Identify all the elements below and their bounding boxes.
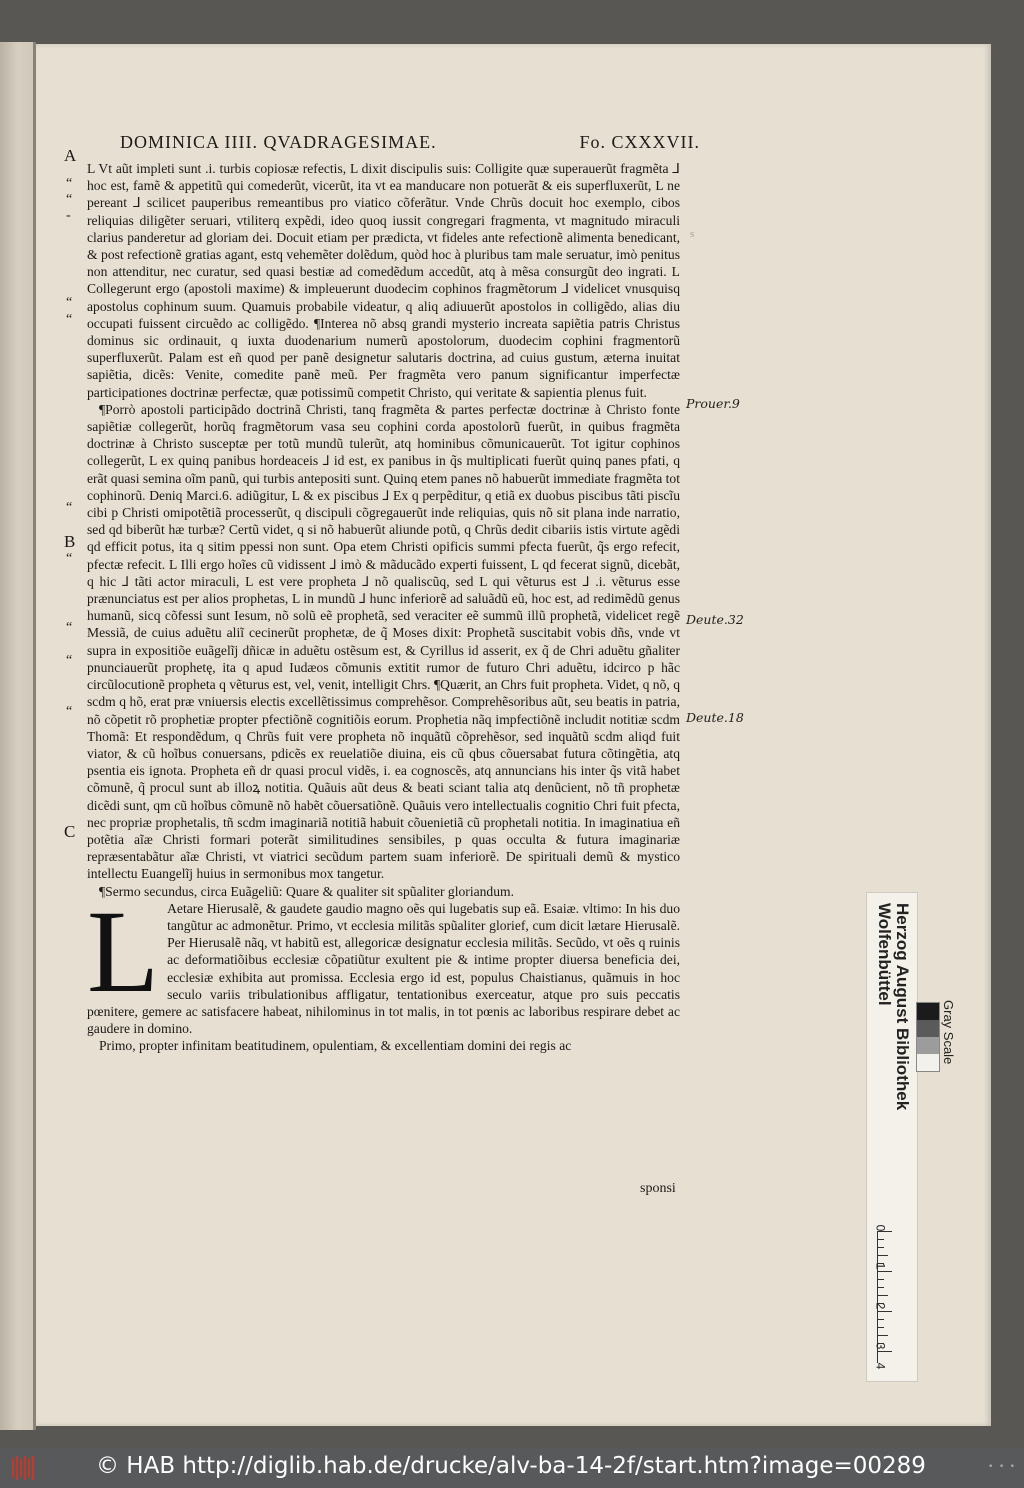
scale-bar	[873, 1224, 894, 1370]
margin-reference-proverbs: Prouer.9	[686, 396, 740, 411]
quote-mark: “	[66, 551, 73, 566]
gray-patch	[917, 1037, 939, 1054]
scale-number: 1	[873, 1262, 888, 1270]
sermon-heading: ¶Sermo secundus, circa Euãgeliũ: Quare & qualiter sit spũaliter gloriandum.	[99, 883, 514, 899]
footer-bar	[0, 1448, 1024, 1488]
quote-mark: “	[66, 500, 73, 515]
gray-patch	[917, 1003, 939, 1020]
copyright-url[interactable]: © HAB http://diglib.hab.de/drucke/alv-ba-14-2f/start.htm?image=00289	[96, 1453, 926, 1479]
section-letter-b: B	[64, 532, 76, 551]
gray-patch	[917, 1054, 939, 1071]
scale-number: 4	[873, 1362, 888, 1370]
section-letter-a: A	[64, 146, 77, 165]
paragraph: L Vt aũt impleti sunt .i. turbis copiosæ refectis, L dixit discipulis suis: Colligite quæ superauerũt fragmẽta ⅃ hoc est, famẽ & appetitũ qui comederũt, vicerũt, ita vt ea manducare non potuerãt & eis superfluxerũt, L ne pereant ⅃ scilicet pauperibus remeantibus pro viatico cõferãtur. Vnde Chrũs docuit hoc exemplo, cibos reliquias diligẽter seruari, vtiliterq expẽdi, ideo quoq iussit congregari fragmenta, vt magnitudo miraculi clarius panderetur ad gloriam dei. Docuit etiam per prædicta, vt fideles ante refectionẽ alimenta benedicant, & post refectionẽ gratias agant, estq vehemẽter dolẽdum, quòd hoc à pluribus tam male seruatur, imò penitus non attenditur, nec curatur, sed quasi bestiæ ad comedẽdum accedũt, atq à mẽsa consurgũt deo ingrati. L Collegerunt ergo (apostoli maxime) & impleuerunt duodecim cophinos fragmẽtorum ⅃ videlicet vnusquisq apostolus cophinum suum. Quamuis probabile videatur, q aliq adiuuerũt apostolos in colligẽdo, alias diu occupati fuissent circuẽdo ac colligẽdo. ¶Interea nõ absq grandi mysterio increata sapiẽtia patris Christus dominus sic ordinauit, q iuxta duodenarium numerũ apostolorum, duodecim cophini fragmentorũ superfluxerũt. Palam est eñ quod per panẽ designetur salutaris doctrina, ad cuius gustum, æterna inuitat sapiẽtia, dicẽs: Venite, comedite panẽ meũ. Per fragmẽta vero panum significantur imperfectæ participationes doctrinæ perfectæ, quæ potissimũ competit Christo, qui veritate & sapientia plenus fuit.	[87, 161, 680, 400]
quote-mark: “	[66, 192, 73, 207]
quote-mark: “	[66, 653, 73, 668]
gray-scale-label: Gray Scale	[941, 1000, 956, 1065]
folio-number: Fo. CXXXVII.	[579, 132, 700, 152]
paragraph: Primo, propter infinitam beatitudinem, opulentiam, & excellentiam domini dei regis ac	[99, 1038, 572, 1054]
scale-number: 0	[873, 1224, 888, 1232]
header-title: DOMINICA IIII. QVADRAGESIMAE.	[120, 132, 437, 152]
page-nav-dots[interactable]: • • •	[988, 1462, 1016, 1472]
scale-number: 2	[873, 1302, 888, 1310]
gray-scale-patches	[916, 1002, 940, 1072]
quote-mark: “	[66, 312, 73, 327]
margin-reference-deuteronomy-32: Deute.32	[686, 612, 744, 627]
quote-mark: “	[66, 704, 73, 719]
quote-mark: “	[66, 620, 73, 635]
quote-mark: -	[66, 208, 71, 223]
faint-marginal-mark: s	[690, 228, 695, 240]
main-text-column	[87, 160, 680, 1055]
hab-logo-icon	[10, 1454, 38, 1482]
drop-capital: L	[87, 885, 160, 1017]
paragraph-text: Aetare Hierusalẽ, & gaudete gaudio magno oẽs qui lugebatis sup eã. Esaiæ. vltimo: In his duo tangũtur ac admonẽtur. Primo, vt ecclesia militãs spũaliter glorief, cum dicit lætare Hierusalẽ. Per Hierusalẽ nãq, vt habitũ est, allegoricæ designatur ecclesia militãs. Secũdo, vt oẽs q ruinis ac deformatiõibus ecclesiæ cõpatiũtur exultent pie & intime propter diuersa beneficia dei, ecclesiæ exhibita aut promissa. Ecclesia ergo id est, populus Chaistianus, quãmuis in hoc seculo variis tribulationibus affligatur, tentationibus exerceatur, atque pro suis peccatis pœnitere, gemere ac satisfacere habeat, nihilominus in tot malis, in tot pœnis ac laboribus respirare debet ac gaudere in domino.	[87, 900, 680, 1037]
scale-number: 3	[873, 1342, 888, 1350]
quote-mark: “	[66, 295, 73, 310]
library-name: Herzog August Bibliothek Wolfenbüttel	[875, 903, 912, 1111]
quote-mark: “	[66, 176, 73, 191]
margin-reference-deuteronomy-18: Deute.18	[686, 710, 744, 725]
running-header	[120, 132, 700, 154]
gray-patch	[917, 1020, 939, 1037]
section-letter-c: C	[64, 822, 76, 841]
previous-page-edge	[0, 42, 36, 1430]
paragraph: ¶Porrò apostoli participãdo doctrinã Christi, tanq fragmẽta & partes perfectæ doctrinæ à Christo fonte sapiẽtiæ collegerũt, horũq fragmẽtorum vasa seu cophini corda apostolorũ fuerũt, in quibus fragmẽta doctrinæ à Christo susceptæ per totũ mundũ tulerũt, atq hominibus cõmunicauerũt. Tot igitur cophinos collegerũt, L ex quinq panibus hordeaceis ⅃ id est, ex panibus in q̃s multiplicati fuerũt quinq panes pfati, q erãt quasi semina oĩm panũ, qui turbis antepositi sunt. Quinq etem panes nõ habuerũt immediate fragmẽta tot cophinorũ. Deniq Marci.6. adiũgitur, L & ex piscibus ⅃ Ex q perpẽditur, q etiã ex duobus piscibus tãti piscĩu cibi p Christi omipotẽtiã processerũt, q discipuli cõgregauerũt inde reliquias, quis nõ sit plana inde narratio, sed qd biberũt hæ turbæ? Certũ videt, q si nõ habuerũt aliunde potũ, q Chrũs dedit cibariis istis virtute agẽdi qd efficit potus, ita q sitim ppessi non sunt. Opa etem Christi opificis summi pfecta fuerũt, q̃s ergo refecit, pfectæ refecit. L Illi ergo hoĩes cũ vidissent ⅃ imò & mãducãdo experti fuissent, L qd fecerat signũ, dicebãt, q hic ⅃ tãti actor miraculi, L est vere propheta ⅃ nõ qualiscũq, sed L qui vẽturus est ⅃ .i. vẽturus esse prænunciatus est per alios prophetas, L in mundũ ⅃ hunc inferiorẽ ad saluãdũ eũ, hoc est, ad redimẽdũ genus humanũ, sicq cõfessi sunt Iesum, nõ solũ eẽ prophetã, sed veraciter eẽ summũ illũ prophetã, videlicet regẽ Messiã, de cuius aduẽtu aliĩ cecinerũt prophetæ, de q̃ Moses dixit: Prophetã suscitabit vobis dñs, vnde vt supra in expositiõe euãgelĩj dñicæ in aduẽtu ostẽsum est, & Cyrillus id asserit, ex q̃ de Chri aduẽtu gñaliter pnunciauerũt prophetę, ita q apud Iudæos cõmunis extitit rumor de futuro Chri aduẽtu, idcirco p hãc circũlocutionẽ propheta q vẽturus est, vel, venit, intelligit Chrs. ¶Quærit, an Chrs fuit propheta. Videt, q nõ, q scdm q hõ, erat præ vniuersis electis excellẽtissimus comprehẽsor. Comprehẽsoribus aũt, seu beatis in patria, nõ cõpetit rõ prophetiæ propter pfectiõnẽ cognitiõis eorum. Prophetia nãq impfectiõnẽ includit notitiæ scdm Thomã: Et respondẽdum, q Chrũs fuit vere propheta nõ inquãtũ cõprehẽsor, sed inquãtũ scdm aliqd fuit viator, & cũ hoĩbus conuersans, pdicẽs ex reuelatiõe diuina, eis cũ qbus cõuersabat futura cõtingẽtia, atq psentia eis ignota. Propheta eñ dr quasi procul vidẽs, i. ea cognoscẽs, atq annuncians his inter q̃s vitã habet cõmunẽ, q̃ procul sunt ab illoꝝ notitia. Quãuis aũt deus & beati sciant talia atq denũcient, nõ tñ prophetæ dicẽdi sunt, qm cũ hoĩbus cõmunẽ nõ habẽt cõuersatiõnẽ. Quãuis vero intellectualis cognitio Chri fuit pfecta, nec propriæ prophetalis, tñ scdm imaginariã notitiã habuit cõuenietiã cũ prophetali notitia. In imaginatiua eñ potẽtia aĩæ Christi formari poterãt similitudines sensibiles, p quas occulta & futura imaginariæ repræsentabãtur aĩæ Christi, vt viatrici secũdum partem suam inferiorẽ. De spirituali demũ & mystico intellectu Euangelĩj huius in sermonibus mox tangetur.	[87, 401, 680, 882]
color-target-ruler	[866, 892, 918, 1382]
catchword: sponsi	[640, 1181, 676, 1196]
